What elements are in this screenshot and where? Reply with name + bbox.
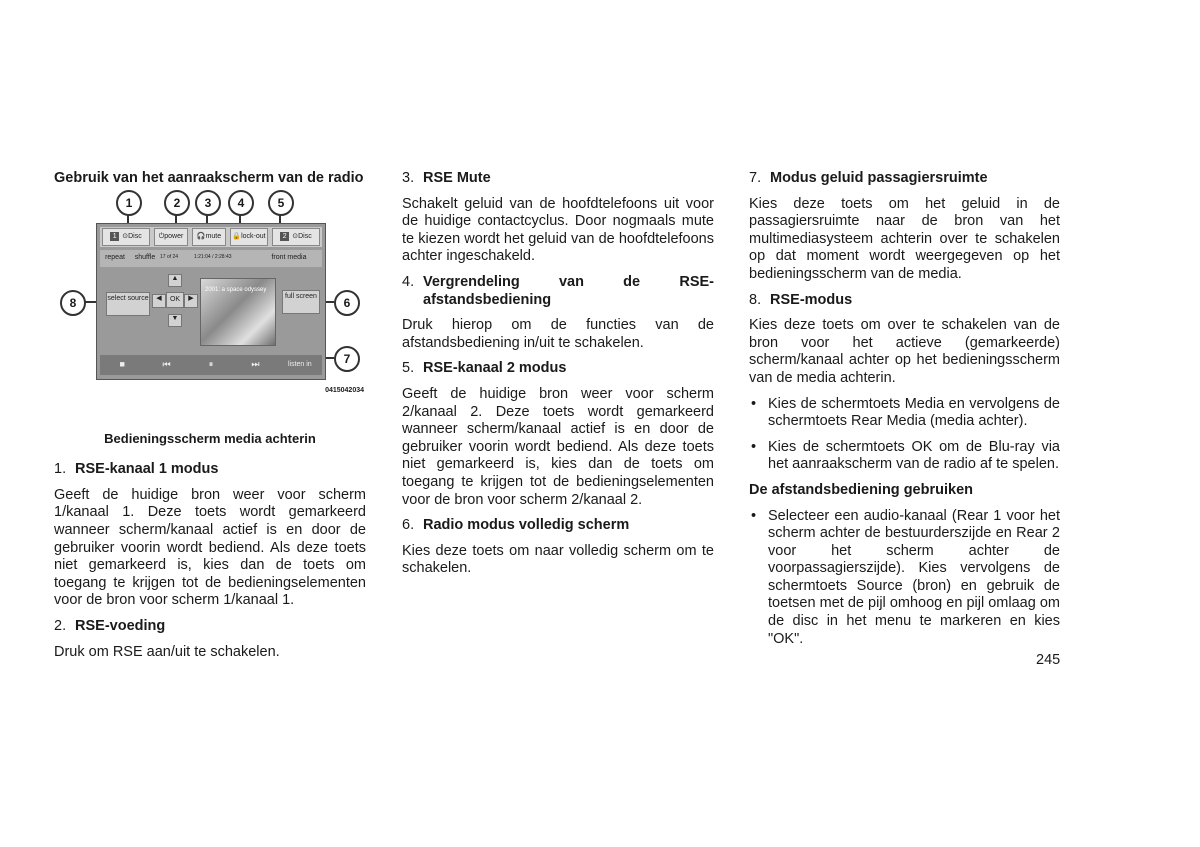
callout-6: 6 (334, 290, 360, 316)
item-4-text: Druk hierop om de functies van de afstandsbediening in/uit te schakelen. (402, 317, 714, 351)
arrow-up-button[interactable]: ▲ (168, 274, 182, 287)
channel-bar (100, 227, 322, 247)
item-8-heading (749, 292, 1060, 310)
item-number: 1. (54, 461, 67, 478)
item-number: 4. (402, 273, 415, 290)
power-button[interactable]: ⏻power (154, 228, 188, 246)
bullet-icon: • (751, 507, 757, 524)
subheading: De afstandsbediening gebruiken (749, 481, 973, 498)
item-7-heading (749, 170, 1060, 188)
item-title: RSE-voeding (75, 617, 166, 634)
item-number: 7. (749, 170, 762, 186)
section-title: Gebruik van het aanraakscherm van de radio (54, 170, 364, 186)
bullet-icon: • (751, 395, 757, 412)
callout-5: 5 (268, 190, 294, 216)
item-title: Radio modus volledig scherm (423, 517, 630, 534)
item-number: 5. (402, 360, 415, 377)
arrow-down-button[interactable]: ▼ (168, 314, 182, 327)
bullet-item (749, 439, 1060, 474)
channel-2-label: ⊙Disc (292, 232, 312, 240)
full-screen-button[interactable]: full screen (282, 290, 320, 314)
item-title-line-1: Vergrendeling van de RSE- (423, 273, 714, 290)
rear-media-screen (96, 223, 326, 380)
item-6-text: Kies deze toets om naar volledig scherm om te schakelen. (402, 542, 714, 577)
bullet-icon: • (751, 438, 757, 455)
item-3-heading (402, 170, 714, 188)
callout-2: 2 (164, 190, 190, 216)
callout-7: 7 (334, 346, 360, 372)
ok-button[interactable]: OK (166, 292, 184, 308)
item-1-text: Geeft de huidige bron weer voor scherm 1/kanaal 1. Deze toets wordt gemarkeerd wanneer scherm/kanaal actief is en door de gebruiker voorin wordt bediend. Als deze toets niet gemarkeerd is, kies dan de toets om toegang te krijgen tot de bedieningselementen voor de bron voor scherm 1/kanaal 1. (54, 486, 366, 609)
next-track-icon[interactable]: ⏭ (251, 358, 260, 369)
item-title: RSE-kanaal 1 modus (75, 461, 219, 478)
front-media-button[interactable]: front media (271, 254, 307, 262)
item-1-heading (54, 461, 366, 479)
item-8-text: Kies deze toets om over te schakelen van de bron voor het actieve (gemarkeerde) scherm/kanaal achter op het bedieningsscherm van de media achterin. (749, 317, 1060, 386)
rse-screen-figure (54, 196, 366, 418)
column-3 (749, 170, 1060, 656)
mute-button[interactable]: 🎧mute (192, 228, 226, 246)
stop-icon[interactable]: ■ (119, 358, 125, 369)
column-1 (54, 170, 366, 669)
arrow-right-button[interactable]: ▶ (184, 294, 198, 308)
page-number: 245 (1036, 652, 1061, 668)
figure-code: 0415042034 (325, 386, 364, 394)
channel-1-label: ⊙Disc (122, 232, 142, 240)
bullet-text: Kies de schermtoets Media en vervolgens de schermtoets Rear Media (media achter). (768, 395, 1060, 430)
shuffle-button[interactable]: shuffle (134, 254, 156, 262)
item-2-heading (54, 618, 366, 636)
item-5-heading (402, 360, 714, 378)
item-title: Modus geluid passagiersruimte (770, 170, 988, 186)
arrow-left-button[interactable]: ◀ (152, 294, 166, 308)
item-5-text: Geeft de huidige bron weer voor scherm 2/kanaal 2. Deze toets wordt gemarkeerd wanneer scherm/kanaal actief is en door de gebruiker voorin wordt bediend. Als deze toets niet gemarkeerd is, kies dan de toets om toegang te krijgen tot de bedieningselementen voor de bron voor scherm 2/kanaal 2. (402, 385, 714, 508)
item-title-line-2: afstandsbediening (423, 291, 552, 308)
item-title: RSE-kanaal 2 modus (423, 360, 567, 377)
channel-2-badge: 2 (280, 232, 289, 241)
listen-in-button[interactable]: listen in (287, 360, 312, 368)
control-area (100, 270, 322, 350)
bullet-text: Kies de schermtoets OK om de Blu-ray via het aanraakscherm van de radio af te spelen. (768, 438, 1060, 473)
item-2-text: Druk om RSE aan/uit te schakelen. (54, 643, 280, 660)
item-6-heading (402, 517, 714, 535)
item-4-heading (402, 274, 714, 309)
item-title (423, 274, 714, 309)
album-art-image (200, 278, 276, 346)
bullet-item (749, 396, 1060, 431)
item-number: 3. (402, 170, 415, 186)
item-3-text: Schakelt geluid van de hoofdtelefoons uit voor de huidige contactcyclus. Door nogmaals mute te kiezen wordt het geluid van de hoofdtelefoons achter ingeschakeld. (402, 195, 714, 265)
track-counter: 17 of 24 (160, 254, 179, 261)
bullet-text: Selecteer een audio-kanaal (Rear 1 voor het scherm achter de bestuurderszijde en Rear 2 voor het scherm achter de voorpassagierszijde). Kies vervolgens de schermtoets Source (bron) en gebruik de toetsen met de pijl omhoog en pijl omlaag om de disc in het menu te markeren en kies "OK". (768, 507, 1060, 647)
item-title: RSE-modus (770, 291, 853, 308)
channel-2-button[interactable] (272, 228, 320, 246)
channel-1-button[interactable] (102, 228, 150, 246)
item-number: 2. (54, 617, 67, 634)
channel-1-badge: 1 (110, 232, 119, 241)
item-number: 6. (402, 517, 415, 534)
lock-out-button[interactable]: 🔒lock-out (230, 228, 268, 246)
bullet-item (749, 508, 1060, 649)
item-7-text: Kies deze toets om het geluid in de passagiersruimte naar de bron van het multimediasysteem achterin over te schakelen op dat moment wordt weergegeven op het bedieningsscherm van de media. (749, 195, 1060, 282)
select-source-button[interactable]: select source (106, 292, 150, 316)
callout-4: 4 (228, 190, 254, 216)
pause-icon[interactable]: ⏸ (208, 358, 214, 369)
item-number: 8. (749, 291, 762, 308)
callout-3: 3 (195, 190, 221, 216)
callout-8: 8 (60, 290, 86, 316)
callout-1: 1 (116, 190, 142, 216)
repeat-button[interactable]: repeat (105, 254, 125, 262)
transport-bar (100, 355, 322, 375)
time-readout: 1:21:04 / 2:28:43 (194, 254, 232, 261)
playback-info-bar (100, 250, 322, 267)
album-title: 2001: a space odyssey (205, 286, 267, 293)
column-2 (402, 170, 714, 586)
item-title: RSE Mute (423, 170, 491, 186)
figure-caption: Bedieningsscherm media achterin (104, 430, 316, 446)
previous-track-icon[interactable]: ⏮ (162, 358, 171, 369)
